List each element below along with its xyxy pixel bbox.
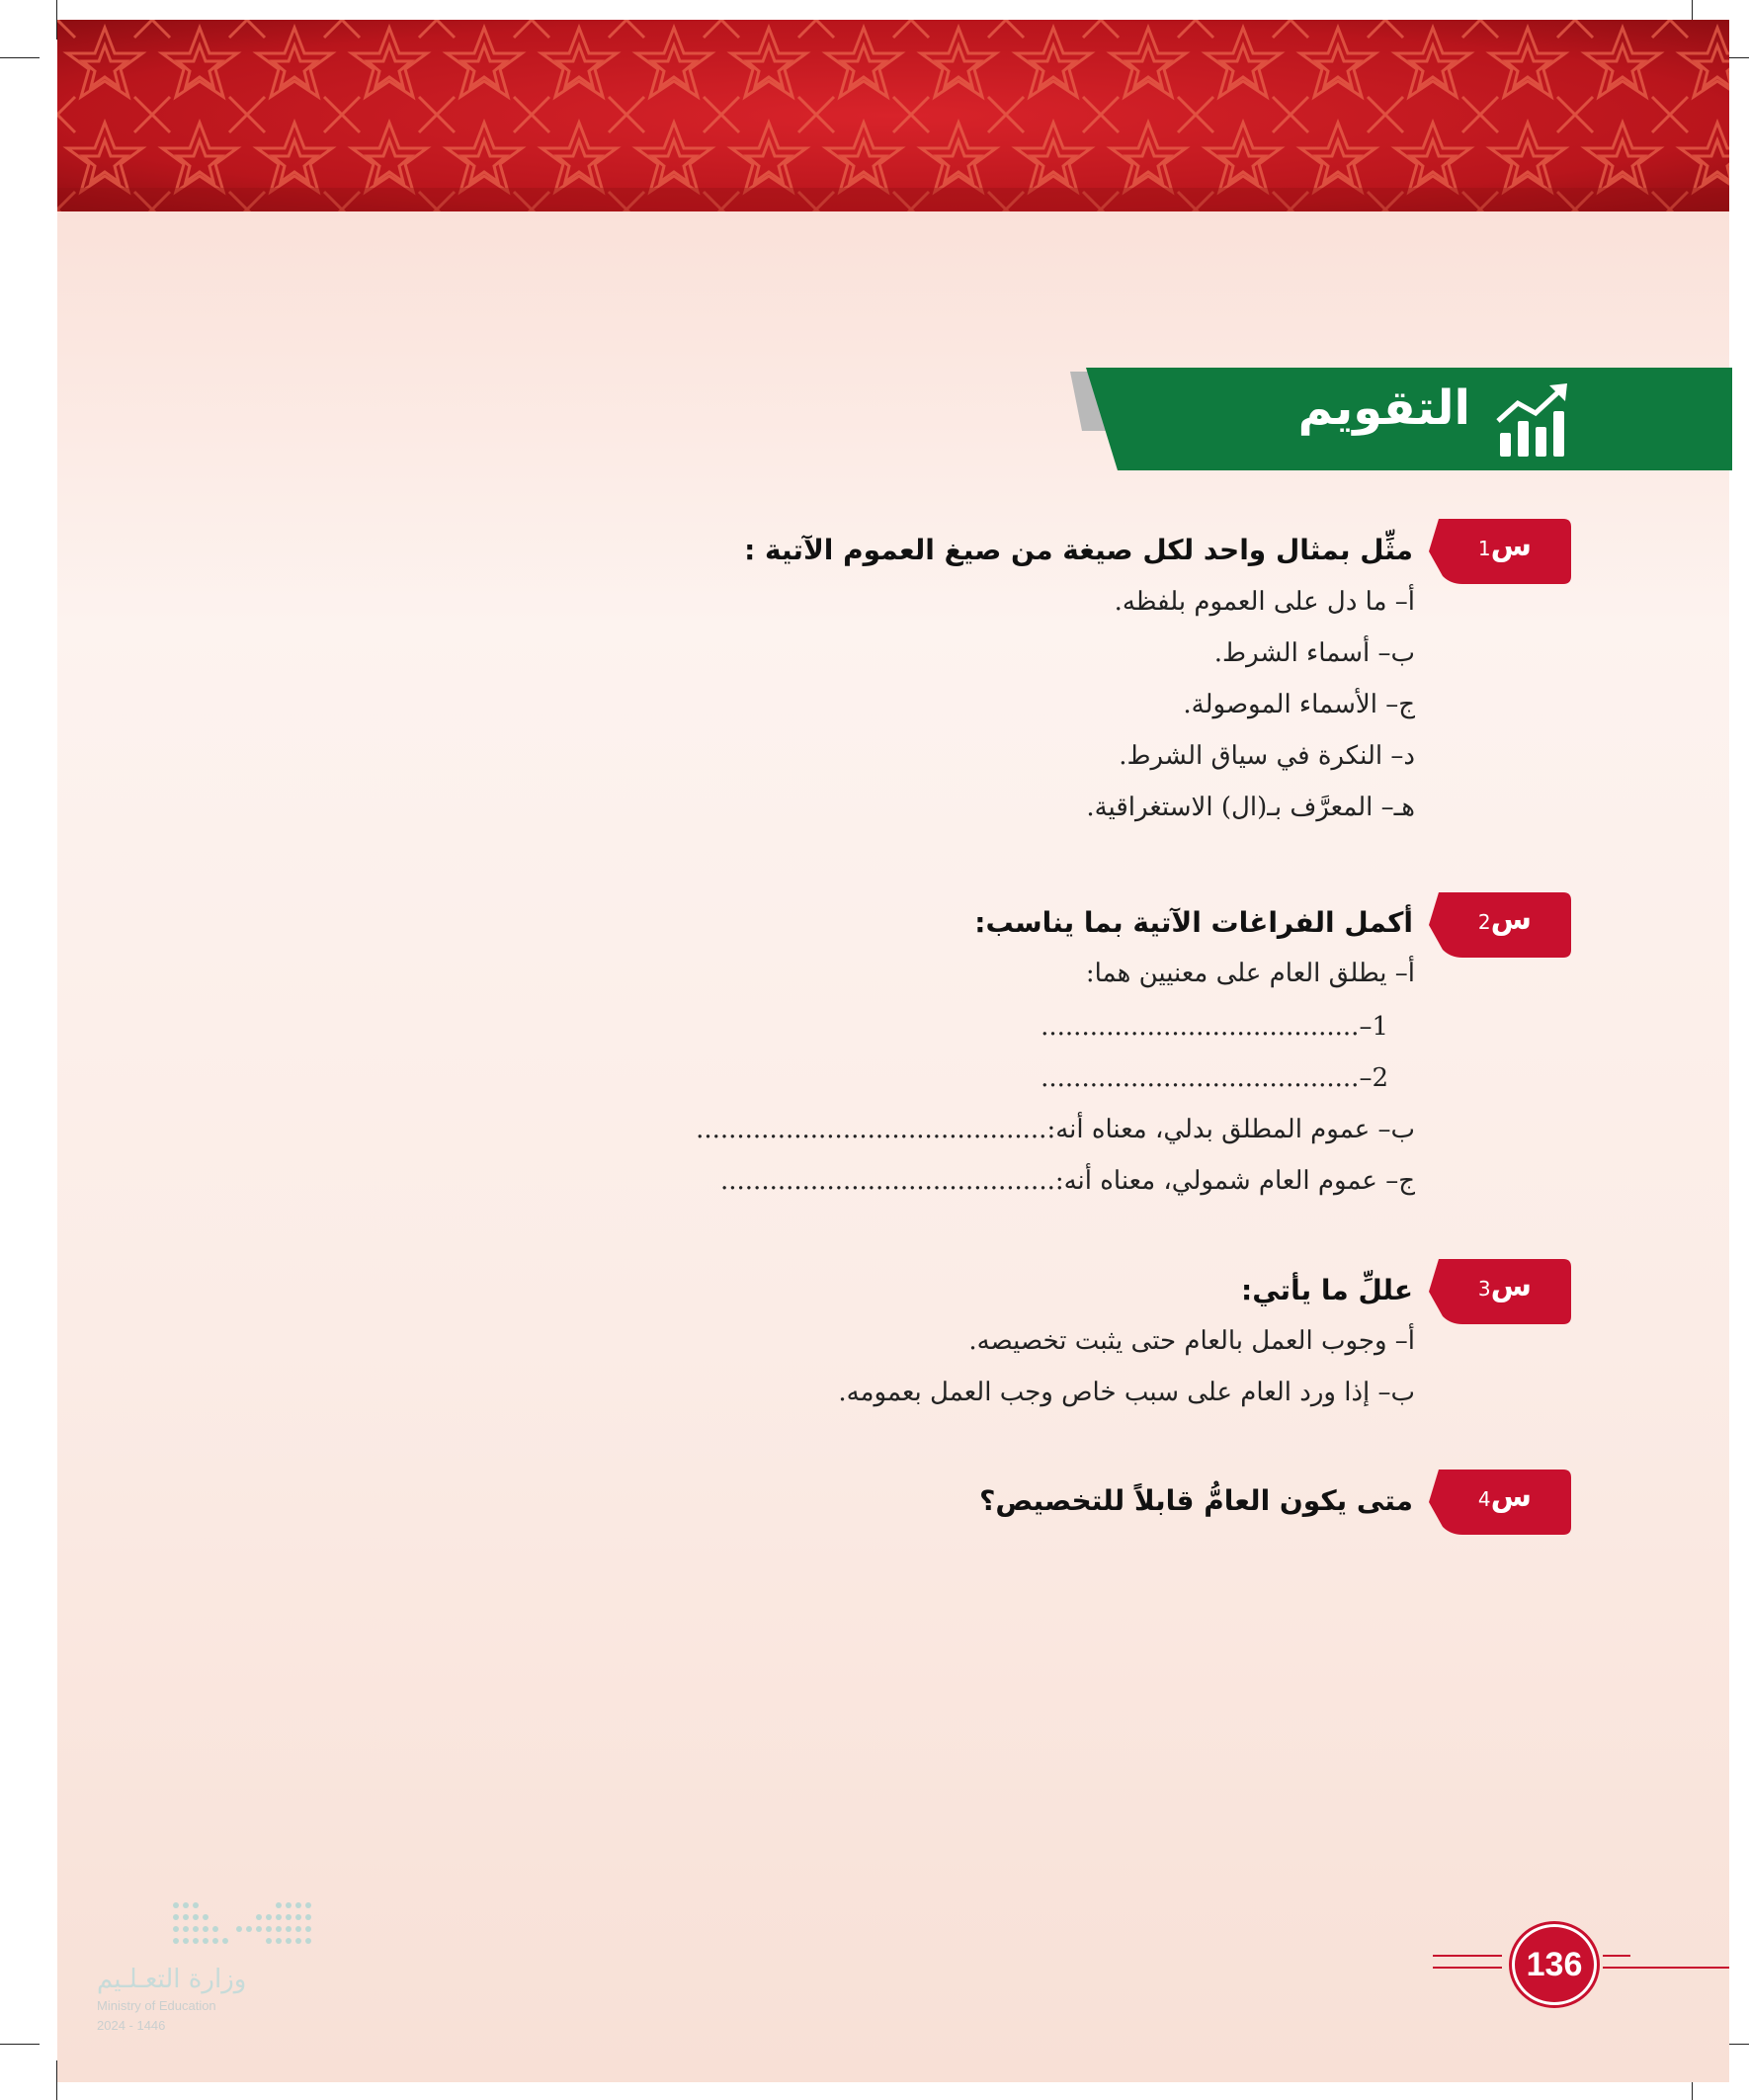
question-1-item: ج– الأسماء الموصولة. bbox=[1183, 690, 1415, 719]
logo-english: Ministry of Education bbox=[97, 1998, 216, 2013]
geometric-pattern bbox=[57, 20, 1729, 211]
logo-dots-icon bbox=[97, 1895, 324, 1955]
page-number: 136 bbox=[1512, 1924, 1597, 2005]
question-prompt-3: عللِّ ما يأتي: bbox=[1241, 1274, 1413, 1306]
question-2-blank: 1–....................................... bbox=[1041, 1012, 1388, 1042]
question-1-item: د– النكرة في سياق الشرط. bbox=[1119, 741, 1415, 771]
question-prompt-2: أكمل الفراغات الآتية بما يناسب: bbox=[974, 906, 1413, 939]
question-3-item: ب– إذا ورد العام على سبب خاص وجب العمل بعمومه. bbox=[838, 1378, 1415, 1407]
question-badge-1: س1 bbox=[1429, 519, 1571, 584]
question-2-item: ب– عموم المطلق بدلي، معناه أنه:........................................... bbox=[696, 1115, 1415, 1144]
question-badge-3: س3 bbox=[1429, 1259, 1571, 1324]
logo-arabic: وزارة التعـلـيم bbox=[97, 1965, 247, 1994]
question-2-item: ج– عموم العام شمولي، معناه أنه:......................................... bbox=[720, 1166, 1415, 1196]
question-badge-4: س4 bbox=[1429, 1470, 1571, 1535]
chart-growth-icon bbox=[1492, 381, 1571, 464]
question-badge-2: س2 bbox=[1429, 892, 1571, 958]
question-prompt-4: متى يكون العامُّ قابلاً للتخصيص؟ bbox=[979, 1484, 1413, 1517]
page-number-block bbox=[1433, 1923, 1729, 2002]
question-1-item: ب– أسماء الشرط. bbox=[1213, 638, 1415, 668]
question-3-item: أ– وجوب العمل بالعام حتى يثبت تخصيصه. bbox=[968, 1326, 1415, 1356]
header-ornament-band bbox=[57, 20, 1729, 211]
question-1-item: أ– ما دل على العموم بلفظه. bbox=[1114, 587, 1415, 617]
crop-mark bbox=[0, 2044, 40, 2045]
ministry-logo bbox=[97, 1895, 324, 2034]
question-2-blank: 2–....................................... bbox=[1041, 1063, 1388, 1093]
crop-mark bbox=[0, 57, 40, 58]
page-background bbox=[57, 211, 1729, 2082]
question-2-item: أ– يطلق العام على معنيين هما: bbox=[1085, 959, 1415, 988]
question-1-item: هـ– المعرَّف بـ(ال) الاستغراقية. bbox=[1086, 793, 1415, 822]
question-prompt-1: مثِّل بمثال واحد لكل صيغة من صيغ العموم الآتية : bbox=[744, 534, 1413, 566]
logo-year: 2024 - 1446 bbox=[97, 2018, 166, 2033]
section-title: التقويم bbox=[1297, 380, 1470, 436]
